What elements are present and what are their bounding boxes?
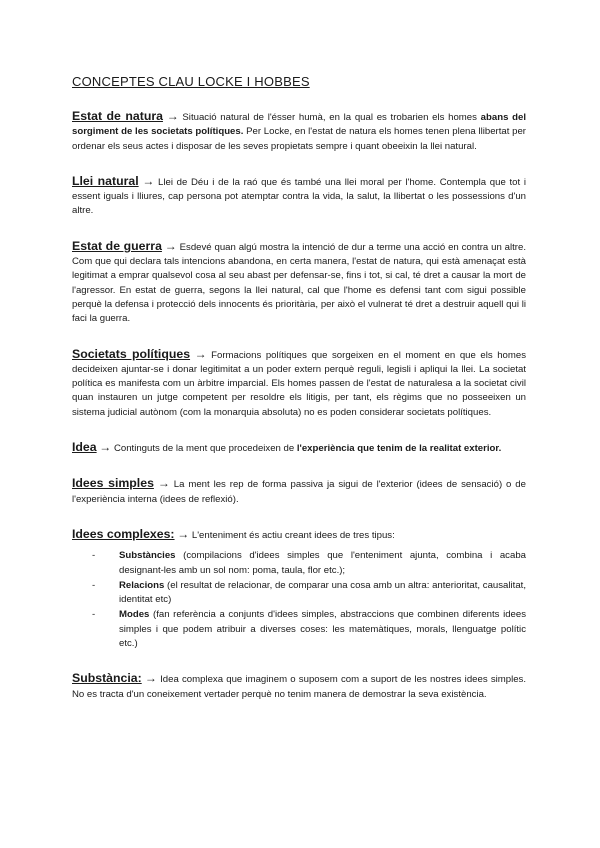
term-idees-simples: Idees simples [72,476,154,491]
entry-idees-complexes [72,527,526,543]
arrow-icon: → [177,526,190,541]
term-societats-politiques: Societats polítiques [72,346,191,361]
definition-text: Situació natural de l'ésser humà, en la qual es trobarien els homes [178,112,481,123]
list-item [92,608,526,651]
entry-estat-de-guerra [72,239,526,327]
arrow-icon: → [99,440,112,455]
dash-bullet: - [92,579,96,591]
idea-types-list [92,549,526,651]
list-item-title: Substàncies [119,550,176,562]
definition-text: Continguts de la ment que procedeixen de [111,443,297,455]
entry-societats-politiques [72,347,526,420]
definition-bold: abans del sorgiment de les societats polítiques. [72,112,526,138]
definition-text: L'enteniment és actiu creant idees de tres tipus: [189,529,395,541]
entry-estat-de-natura [72,109,526,154]
arrow-icon: → [194,346,207,361]
entry-idea [72,440,526,456]
arrow-icon: → [164,238,177,253]
term-idea: Idea [72,440,97,455]
arrow-icon: → [142,173,155,188]
document-page [72,74,526,722]
definition-text: La ment les rep de forma passiva ja sigui de l'exterior (idees de sensació) o de l'experiència interna (idees de reflexió). [72,479,526,505]
term-llei-natural: Llei natural [72,173,139,188]
arrow-icon: → [144,671,157,686]
page-title: CONCEPTES CLAU LOCKE I HOBBES [72,74,310,89]
arrow-icon: → [157,476,170,491]
definition-text: Esdevé quan algú mostra la intenció de dur a terme una acció en contra un altre. Com que qui declara tals intencions abandona, en certa manera, l'estat de natura, qui està amenaçat està legitimat a emprar qualsevol cosa al seu abast per defensar-se, fins i tot, si cal, té dret a causar la mort de l'agressor. En estat de guerra, segons la llei natural, cal que l'home es defensi tant com sigui possible perquè la defensa i protecció dels innocents és prioritària, per això el vulnerat té dret a destruir aquell qui li faci la guerra. [72,241,526,325]
list-item-title: Relacions [119,579,165,591]
dash-bullet: - [92,550,96,562]
definition-text: Llei de Déu i de la raó que és també una llei moral per l'home. Contempla que tot i essent iguals i lliures, cap persona pot atemptar contra la vida, la salut, la llibertat o les possessions d'un altre. [72,176,526,217]
definition-bold: l'experiència que tenim de la realitat exterior. [296,443,502,455]
list-item-text: (fan referència a conjunts d'idees simples, abstraccions que combinen diferents idees simples i que podem atribuir a diverses coses: les matemàtiques, morals, llenguatge polític etc.) [119,609,526,650]
list-item [92,549,526,578]
entry-substancia [72,671,526,702]
term-substancia: Substància: [72,671,142,686]
list-item [92,579,526,608]
definition-text: Idea complexa que imaginem o suposem com a suport de les nostres idees simples. No es tracta d'un coneixement vertader perquè no tenim manera de demostrar la seva existència. [72,674,527,700]
list-item-text: (el resultat de relacionar, de comparar una cosa amb un altra: anterioritat, causalitat, identitat etc) [119,579,526,606]
definition-text: Formacions polítiques que sorgeixen en el moment en que els homes decideixen ajuntar-se i donar legitimitat a un poder extern perquè reguli, legisli i apliqui la llei. La societat política es manifesta com un àrbitre imparcial. Els homes passen de l'estat de naturalesa a la societat civil quan instauren un jutge competent per resoldre els litigis, per tant, els règims que no posseeixen un sistema judicial autònom (com la monarquia absoluta) no es poden considerar societats polítiques. [72,349,526,418]
term-estat-de-guerra: Estat de guerra [72,238,162,253]
entry-llei-natural [72,174,526,219]
definition-text: Per Locke, en l'estat de natura els homes tenen plena llibertat per ordenar els seus actes i disposar de les seves propietats sempre i quant obeeixin la llei natural. [72,126,526,152]
entry-idees-simples [72,476,526,507]
arrow-icon: → [166,109,179,123]
list-item-title: Modes [119,609,150,621]
term-idees-complexes: Idees complexes: [72,526,175,541]
list-item-text: (compilacions d'idees simples que l'enteniment ajunta, combina i acaba designant-les amb un sol nom: poma, taula, flor etc.); [119,550,526,576]
term-estat-de-natura: Estat de natura [72,109,163,123]
dash-bullet: - [92,609,96,621]
